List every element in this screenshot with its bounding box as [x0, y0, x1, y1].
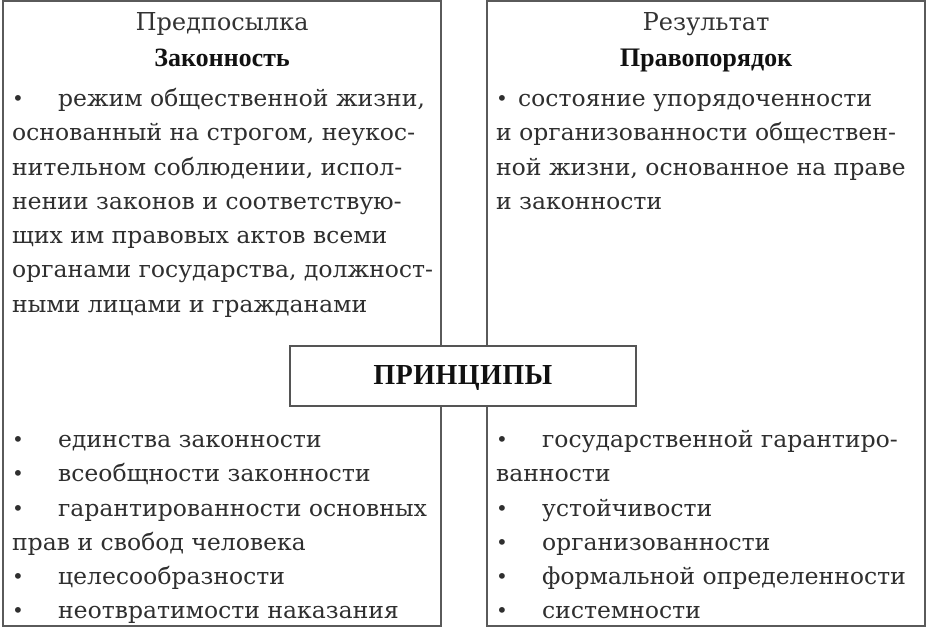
principle-item: • формальной определенности: [496, 559, 906, 593]
bullet-icon: •: [12, 564, 24, 589]
principle-item: • всеобщности законности: [12, 456, 427, 490]
bullet-icon: •: [496, 427, 508, 451]
principles-heading-box: [289, 345, 637, 407]
principle-item: • устойчивости: [496, 491, 906, 525]
law-and-order-principles: [496, 422, 906, 628]
definition-line: • режим общественной жизни,: [12, 81, 433, 115]
legality-definition: [12, 81, 433, 321]
definition-line: • состояние упорядоченности: [496, 81, 906, 115]
principle-item: • государственной гарантиро-: [496, 422, 906, 456]
definition-line: щих им правовых актов всеми: [12, 221, 388, 250]
law-and-order-title: Правопорядок: [619, 43, 793, 72]
definition-line: ной жизни, основанное на праве: [496, 152, 906, 181]
definition-line: основанный на строгом, неукос-: [12, 118, 416, 147]
principle-item-continuation: прав и свобод человека: [12, 527, 306, 556]
principle-item: • организованности: [496, 525, 906, 559]
principles-heading: ПРИНЦИПЫ: [373, 360, 553, 391]
definition-line: нении законов и соответствую-: [12, 186, 402, 215]
bullet-icon: •: [12, 598, 24, 623]
bullet-icon: •: [12, 86, 24, 110]
law-and-order-panel: [486, 0, 926, 627]
principle-item: • системности: [496, 593, 906, 627]
principle-item-continuation: ванности: [496, 459, 611, 488]
definition-line: органами государства, должност-: [12, 255, 433, 284]
law-and-order-definition: [496, 81, 906, 218]
bullet-icon: •: [496, 598, 508, 623]
definition-line: и организованности обществен-: [496, 118, 896, 147]
legality-subtitle: Предпосылка: [135, 8, 309, 36]
bullet-icon: •: [12, 427, 24, 451]
bullet-icon: •: [496, 529, 508, 554]
definition-line: ными лицами и гражданами: [12, 289, 368, 318]
definition-line: и законности: [496, 186, 663, 215]
principle-item: • неотвратимости наказания: [12, 593, 427, 627]
bullet-icon: •: [496, 495, 508, 520]
bullet-icon: •: [12, 495, 24, 520]
principle-item: • гарантированности основных: [12, 491, 427, 525]
definition-line: нительном соблюдении, испол-: [12, 152, 403, 181]
legality-principles: [12, 422, 427, 628]
principle-item: • целесообразности: [12, 559, 427, 593]
legality-title: Законность: [154, 43, 290, 72]
principle-item: • единства законности: [12, 422, 427, 456]
bullet-icon: •: [12, 461, 24, 486]
bullet-icon: •: [496, 564, 508, 589]
bullet-icon: •: [496, 86, 508, 110]
legality-panel: [2, 0, 442, 627]
law-and-order-subtitle: Результат: [642, 8, 770, 36]
